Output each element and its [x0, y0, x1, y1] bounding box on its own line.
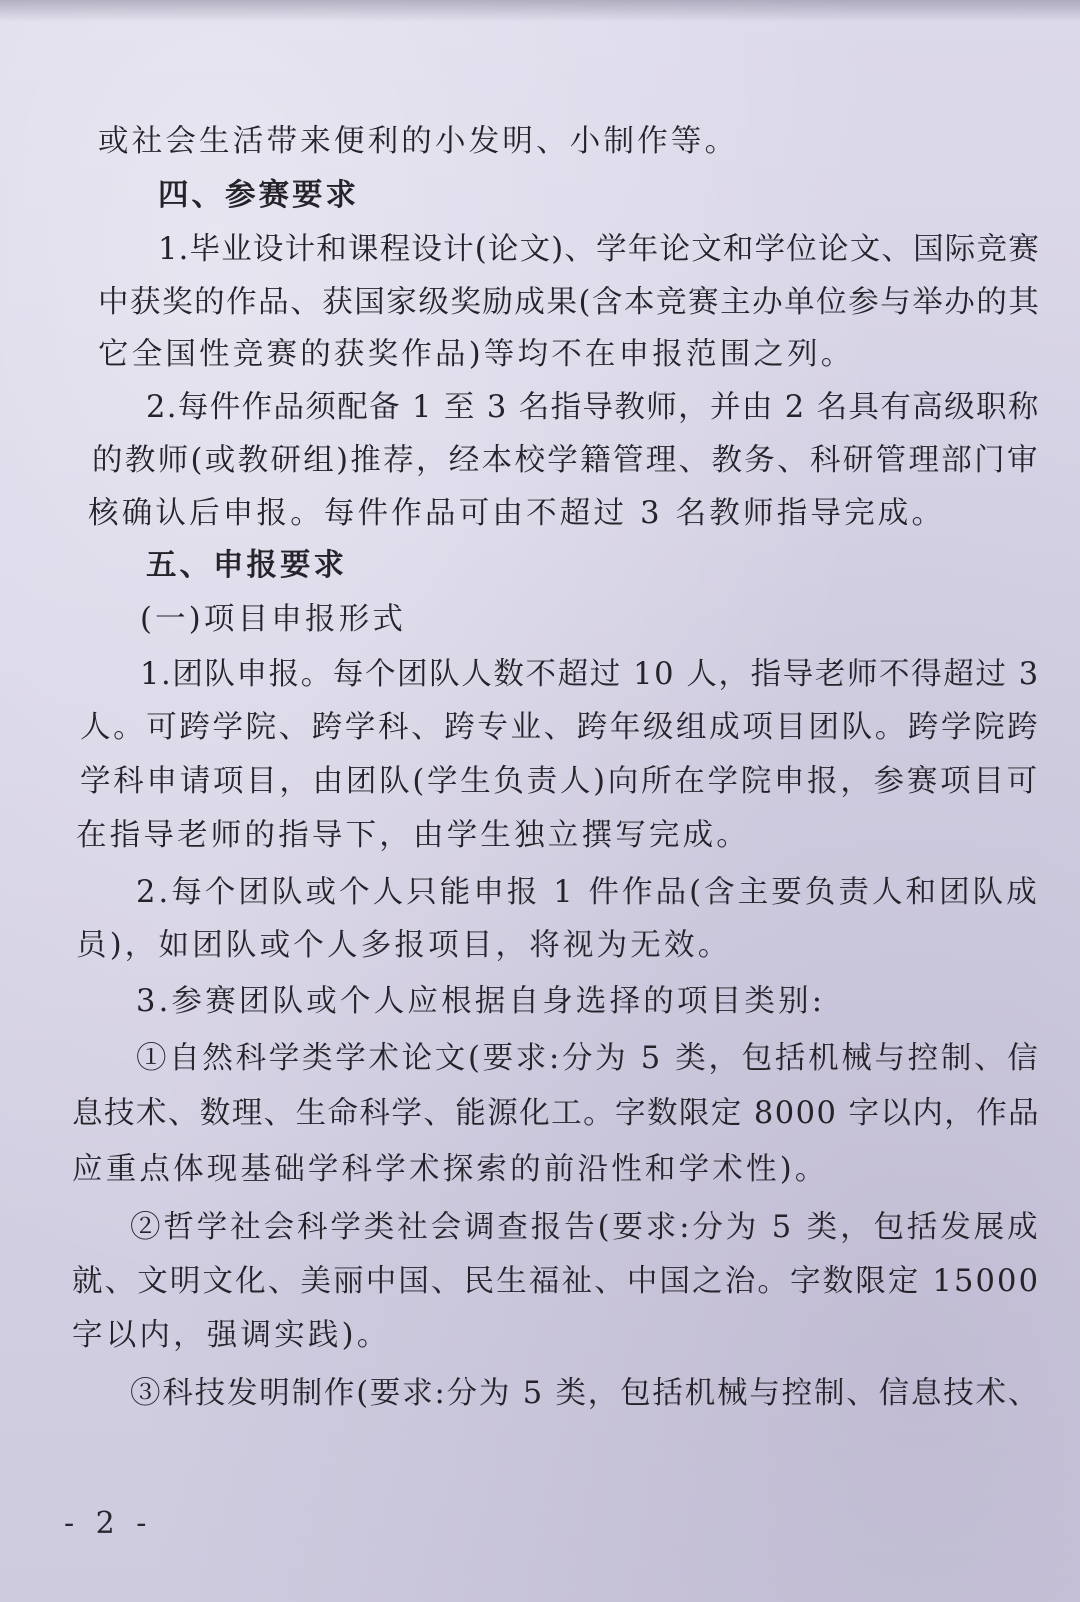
text-line-3: 1.毕业设计和课程设计(论文)、学年论文和学位论文、国际竞赛	[158, 232, 1040, 267]
section-heading-5: 五、申报要求	[146, 548, 347, 583]
text-line-19: 息技术、数理、生命科学、能源化工。字数限定 8000 字以内，作品	[72, 1096, 1041, 1131]
text-line-4: 中获奖的作品、获国家级奖励成果(含本竞赛主办单位参与举办的其	[98, 285, 1041, 320]
text-line-6: 2.每件作品须配备 1 至 3 名指导教师，并由 2 名具有高级职称	[146, 390, 1040, 425]
section-heading-4: 四、参赛要求	[158, 178, 359, 213]
text-line-7: 的教师(或教研组)推荐，经本校学籍管理、教务、科研管理部门审	[92, 443, 1040, 478]
text-line-5: 它全国性竞赛的获奖作品)等均不在申报范围之列。	[98, 337, 855, 372]
text-line-24: ③科技发明制作(要求:分为 5 类，包括机械与控制、信息技术、	[130, 1376, 1041, 1411]
text-line-12: 人。可跨学院、跨学科、跨专业、跨年级组成项目团队。跨学院跨	[80, 710, 1041, 745]
text-line-13: 学科申请项目，由团队(学生负责人)向所在学院申报，参赛项目可	[80, 764, 1040, 799]
page-number: - 2 -	[64, 1506, 153, 1541]
text-line-18: ①自然科学类学术论文(要求:分为 5 类，包括机械与控制、信	[136, 1041, 1041, 1076]
text-line-14: 在指导老师的指导下，由学生独立撰写完成。	[76, 818, 750, 853]
text-line-16: 员)，如团队或个人多报项目，将视为无效。	[76, 928, 732, 963]
text-line-22: 就、文明文化、美丽中国、民生福祉、中国之治。字数限定 15000	[72, 1264, 1041, 1299]
text-line-11: 1.团队申报。每个团队人数不超过 10 人，指导老师不得超过 3	[140, 657, 1040, 692]
text-line-8: 核确认后申报。每件作品可由不超过 3 名教师指导完成。	[88, 496, 946, 531]
subsection-heading-1: (一)项目申报形式	[140, 602, 407, 637]
text-line-1: 或社会生活带来便利的小发明、小制作等。	[98, 124, 739, 159]
text-line-17: 3.参赛团队或个人应根据自身选择的项目类别:	[136, 984, 826, 1019]
text-line-21: ②哲学社会科学类社会调查报告(要求:分为 5 类，包括发展成	[130, 1210, 1041, 1245]
text-line-20: 应重点体现基础学科学术探索的前沿性和学术性)。	[72, 1152, 829, 1187]
text-line-23: 字以内，强调实践)。	[72, 1318, 391, 1353]
text-line-15: 2.每个团队或个人只能申报 1 件作品(含主要负责人和团队成	[136, 875, 1040, 910]
